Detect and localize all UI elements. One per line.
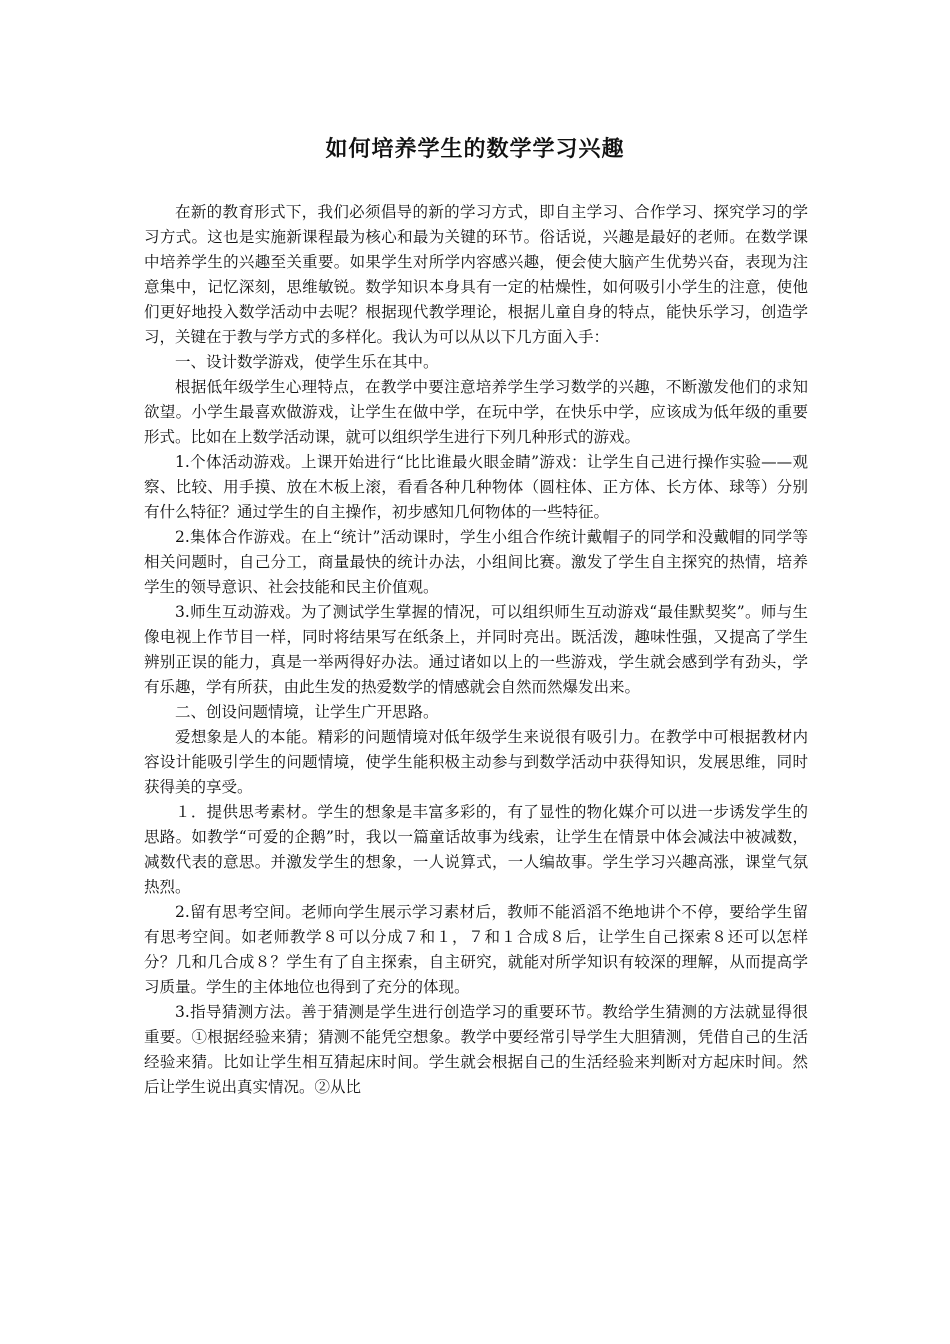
section-heading-1: 一、设计数学游戏，使学生乐在其中。: [175, 353, 439, 371]
paragraph-item-1: 1.个体活动游戏。上课开始进行“比比谁最火眼金睛”游戏：让学生自己进行操作实验——观察、比较、用手摸、放在木板上滚，看看各种几种物体（圆柱体、正方体、长方体、球等）分别有什么特征？通过学生的自主操作，初步感知几何物体的一些特征。: [144, 453, 808, 521]
paragraph-intro: 在新的教育形式下，我们必须倡导的新的学习方式，即自主学习、合作学习、探究学习的学习方式。这也是实施新课程最为核心和最为关键的环节。俗话说，兴趣是最好的老师。在数学课中培养学生的兴趣至关重要。如果学生对所学内容感兴趣，便会使大脑产生优势兴奋，表现为注意集中，记忆深刻，思维敏锐。数学知识本身具有一定的枯燥性，如何吸引小学生的注意，使他们更好地投入数学活动中去呢？根据现代教学理论，根据儿童自身的特点，能快乐学习，创造学习，关键在于教与学方式的多样化。我认为可以从以下几方面入手：: [144, 203, 808, 346]
document-title: 如何培养学生的数学学习兴趣: [325, 137, 625, 162]
paragraph-item-2: 2.留有思考空间。老师向学生展示学习素材后，教师不能滔滔不绝地讲个不停，要给学生留有思考空间。如老师教学８可以分成７和１，７和１合成８后，让学生自己探索８还可以怎样分？几和几合成８？学生有了自主探索，自主研究，就能对所学知识有较深的理解，从而提高学习质量。学生的主体地位也得到了充分的体现。: [144, 903, 808, 996]
paragraph-item-3: 3.指导猜测方法。善于猜测是学生进行创造学习的重要环节。教给学生猜测的方法就显得很重要。①根据经验来猜；猜测不能凭空想象。教学中要经常引导学生大胆猜测，凭借自己的生活经验来猜。比如让学生相互猜起床时间。学生就会根据自己的生活经验来判断对方起床时间。然后让学生说出真实情况。②从比: [144, 1003, 808, 1096]
paragraph: 根据低年级学生心理特点，在教学中要注意培养学生学习数学的兴趣，不断激发他们的求知欲望。小学生最喜欢做游戏，让学生在做中学，在玩中学，在快乐中学，应该成为低年级的重要形式。比如在上数学活动课，就可以组织学生进行下列几种形式的游戏。: [144, 378, 808, 446]
paragraph-item-3: 3.师生互动游戏。为了测试学生掌握的情况，可以组织师生互动游戏“最佳默契奖”。师与生像电视上作节目一样，同时将结果写在纸条上，并同时亮出。既活泼，趣味性强，又提高了学生辨别正误的能力，真是一举两得好办法。通过诸如以上的一些游戏，学生就会感到学有劲头，学有乐趣，学有所获，由此生发的热爱数学的情感就会自然而然爆发出来。: [144, 603, 808, 696]
paragraph-item-1: １．提供思考素材。学生的想象是丰富多彩的，有了显性的物化媒介可以进一步诱发学生的思路。如教学“可爱的企鹅”时，我以一篇童话故事为线索，让学生在情景中体会减法中被减数，减数代表的意思。并激发学生的想象，一人说算式，一人编故事。学生学习兴趣高涨，课堂气氛热烈。: [144, 803, 808, 896]
document-body: [144, 200, 808, 1100]
paragraph-item-2: 2.集体合作游戏。在上“统计”活动课时，学生小组合作统计戴帽子的同学和没戴帽的同学等相关问题时，自己分工，商量最快的统计办法，小组间比赛。激发了学生自主探究的热情，培养学生的领导意识、社会技能和民主价值观。: [144, 528, 808, 596]
paragraph: 爱想象是人的本能。精彩的问题情境对低年级学生来说很有吸引力。在教学中可根据教材内容设计能吸引学生的问题情境，使学生能积极主动参与到数学活动中获得知识，发展思维，同时获得美的享受。: [144, 728, 808, 796]
section-heading-2: 二、创设问题情境，让学生广开思路。: [175, 703, 439, 721]
